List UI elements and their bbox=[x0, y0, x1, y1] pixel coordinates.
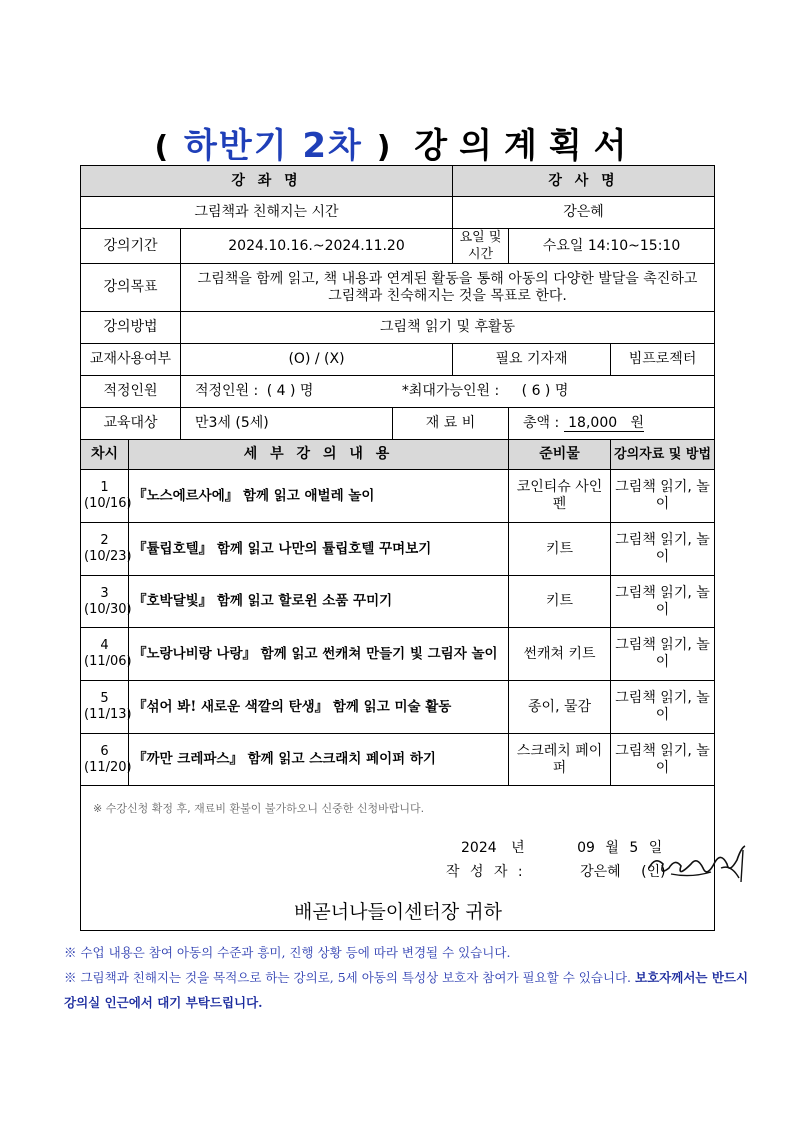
period-label: 강의기간 bbox=[81, 229, 181, 264]
fee-unit: 원 bbox=[630, 415, 645, 431]
instructor-name: 강은혜 bbox=[453, 197, 715, 229]
capacity-label: 적정인원 bbox=[81, 376, 181, 408]
session-method: 그림책 읽기, 놀이 bbox=[611, 628, 715, 681]
title-close-paren: ) bbox=[376, 130, 393, 165]
session-row bbox=[81, 734, 715, 786]
session-number: 6 (11/20) bbox=[81, 734, 129, 786]
lecture-plan-table bbox=[80, 165, 715, 931]
date-day: 5 bbox=[629, 840, 639, 856]
session-number: 3 (10/30) bbox=[81, 576, 129, 628]
max-value: ( 6 ) 명 bbox=[521, 383, 569, 399]
session-method: 그림책 읽기, 놀이 bbox=[611, 523, 715, 576]
session-content: 『튤립호텔』 함께 읽고 나만의 튤립호텔 꾸며보기 bbox=[129, 523, 509, 576]
optimal-value: ( 4 ) 명 bbox=[266, 383, 314, 399]
session-prep: 키트 bbox=[509, 576, 611, 628]
date-year: 2024 bbox=[461, 840, 497, 856]
note-2 bbox=[64, 965, 754, 1015]
goal-label: 강의목표 bbox=[81, 264, 181, 312]
method-header: 강의자료 및 방법 bbox=[611, 440, 715, 470]
title-open-paren: ( bbox=[154, 130, 171, 165]
notes bbox=[64, 940, 754, 1015]
session-content: 『노스에르사에』 함께 읽고 애벌레 놀이 bbox=[129, 470, 509, 523]
fee-amount bbox=[564, 415, 644, 432]
session-content: 『노랑나비랑 나랑』 함께 읽고 썬캐쳐 만들기 빛 그림자 놀이 bbox=[129, 628, 509, 681]
session-number: 4 (11/06) bbox=[81, 628, 129, 681]
signature-icon bbox=[641, 838, 751, 890]
session-method: 그림책 읽기, 놀이 bbox=[611, 734, 715, 786]
instructor-header: 강 사 명 bbox=[453, 166, 715, 197]
note-2-bold: 보호자께서는 반드시 강의실 인근에서 대기 부탁드립니다. bbox=[64, 970, 749, 1010]
writer-label: 작 성 자 : bbox=[446, 864, 526, 880]
session-row bbox=[81, 628, 715, 681]
session-content: 『호박달빛』 함께 읽고 할로윈 소품 꾸미기 bbox=[129, 576, 509, 628]
session-number: 5 (11/13) bbox=[81, 681, 129, 734]
title-term: 하반기 2차 bbox=[184, 126, 363, 166]
session-method: 그림책 읽기, 놀이 bbox=[611, 681, 715, 734]
session-prep: 종이, 물감 bbox=[509, 681, 611, 734]
session-row bbox=[81, 576, 715, 628]
title-main: 강의계획서 bbox=[414, 126, 639, 166]
session-prep: 스크레치 페이퍼 bbox=[509, 734, 611, 786]
prep-header: 준비물 bbox=[509, 440, 611, 470]
fee-value-cell bbox=[509, 408, 715, 440]
seal-mark: (인) bbox=[641, 864, 666, 880]
target-label: 교육대상 bbox=[81, 408, 181, 440]
session-prep: 썬캐쳐 키트 bbox=[509, 628, 611, 681]
content-header: 세 부 강 의 내 용 bbox=[129, 440, 509, 470]
session-content: 『까만 크레파스』 함께 읽고 스크래치 페이퍼 하기 bbox=[129, 734, 509, 786]
writer-name: 강은혜 bbox=[580, 864, 621, 880]
writer-line bbox=[446, 864, 666, 881]
note-1: ※ 수업 내용은 참여 아동의 수준과 흥미, 진행 상황 등에 따라 변경될 수 있습니다. bbox=[64, 945, 511, 960]
fee-label: 재 료 비 bbox=[393, 408, 509, 440]
session-row bbox=[81, 470, 715, 523]
refund-notice: ※ 수강신청 확정 후, 재료비 환불이 불가하오니 신중한 신청바랍니다. bbox=[93, 802, 425, 815]
date-year-unit: 년 bbox=[511, 840, 525, 856]
material-value: (O) / (X) bbox=[181, 344, 453, 376]
method-value: 그림책 읽기 및 후활동 bbox=[181, 312, 715, 344]
date-month: 09 bbox=[577, 840, 595, 856]
goal-value: 그림책을 함께 읽고, 책 내용과 연계된 활동을 통해 아동의 다양한 발달을 촉진하고 그림책과 친숙해지는 것을 목표로 한다. bbox=[181, 264, 715, 312]
fee-value: 18,000 bbox=[568, 415, 618, 431]
capacity-value bbox=[181, 376, 715, 408]
target-value: 만3세 (5세) bbox=[181, 408, 393, 440]
day-value: 수요일 14:10~15:10 bbox=[509, 229, 715, 264]
session-row bbox=[81, 681, 715, 734]
page-title bbox=[0, 118, 793, 167]
period-text: 2024.10.16.~2024.11.20 bbox=[228, 237, 405, 254]
method-label: 강의방법 bbox=[81, 312, 181, 344]
max-label: *최대가능인원 : bbox=[401, 383, 500, 399]
session-method: 그림책 읽기, 놀이 bbox=[611, 470, 715, 523]
session-prep: 키트 bbox=[509, 523, 611, 576]
session-number: 1 (10/16) bbox=[81, 470, 129, 523]
session-row bbox=[81, 523, 715, 576]
signed-date bbox=[461, 840, 662, 857]
fee-prefix: 총액 : bbox=[523, 415, 560, 431]
period-value-cell bbox=[181, 229, 453, 264]
session-header: 차시 bbox=[81, 440, 129, 470]
equipment-value: 빔프로젝터 bbox=[611, 344, 715, 376]
session-content: 『섞어 봐! 새로운 색깔의 탄생』 함께 읽고 미술 활동 bbox=[129, 681, 509, 734]
recipient: 배곧너나들이센터장 귀하 bbox=[294, 901, 502, 923]
session-number: 2 (10/23) bbox=[81, 523, 129, 576]
date-day-unit: 일 bbox=[648, 840, 663, 856]
course-name: 그림책과 친해지는 시간 bbox=[81, 197, 453, 229]
optimal-label: 적정인원 : bbox=[195, 383, 259, 399]
day-label: 요일 및 시간 bbox=[453, 229, 509, 264]
session-method: 그림책 읽기, 놀이 bbox=[611, 576, 715, 628]
date-month-unit: 월 bbox=[605, 840, 619, 856]
session-prep: 코인티슈 사인펜 bbox=[509, 470, 611, 523]
course-name-header: 강 좌 명 bbox=[81, 166, 453, 197]
material-label: 교재사용여부 bbox=[81, 344, 181, 376]
footer-cell bbox=[81, 786, 715, 931]
note-2-text: ※ 그림책과 친해지는 것을 목적으로 하는 강의로, 5세 아동의 특성상 보호자 참여가 필요할 수 있습니다. bbox=[64, 970, 632, 985]
equipment-label: 필요 기자재 bbox=[453, 344, 611, 376]
